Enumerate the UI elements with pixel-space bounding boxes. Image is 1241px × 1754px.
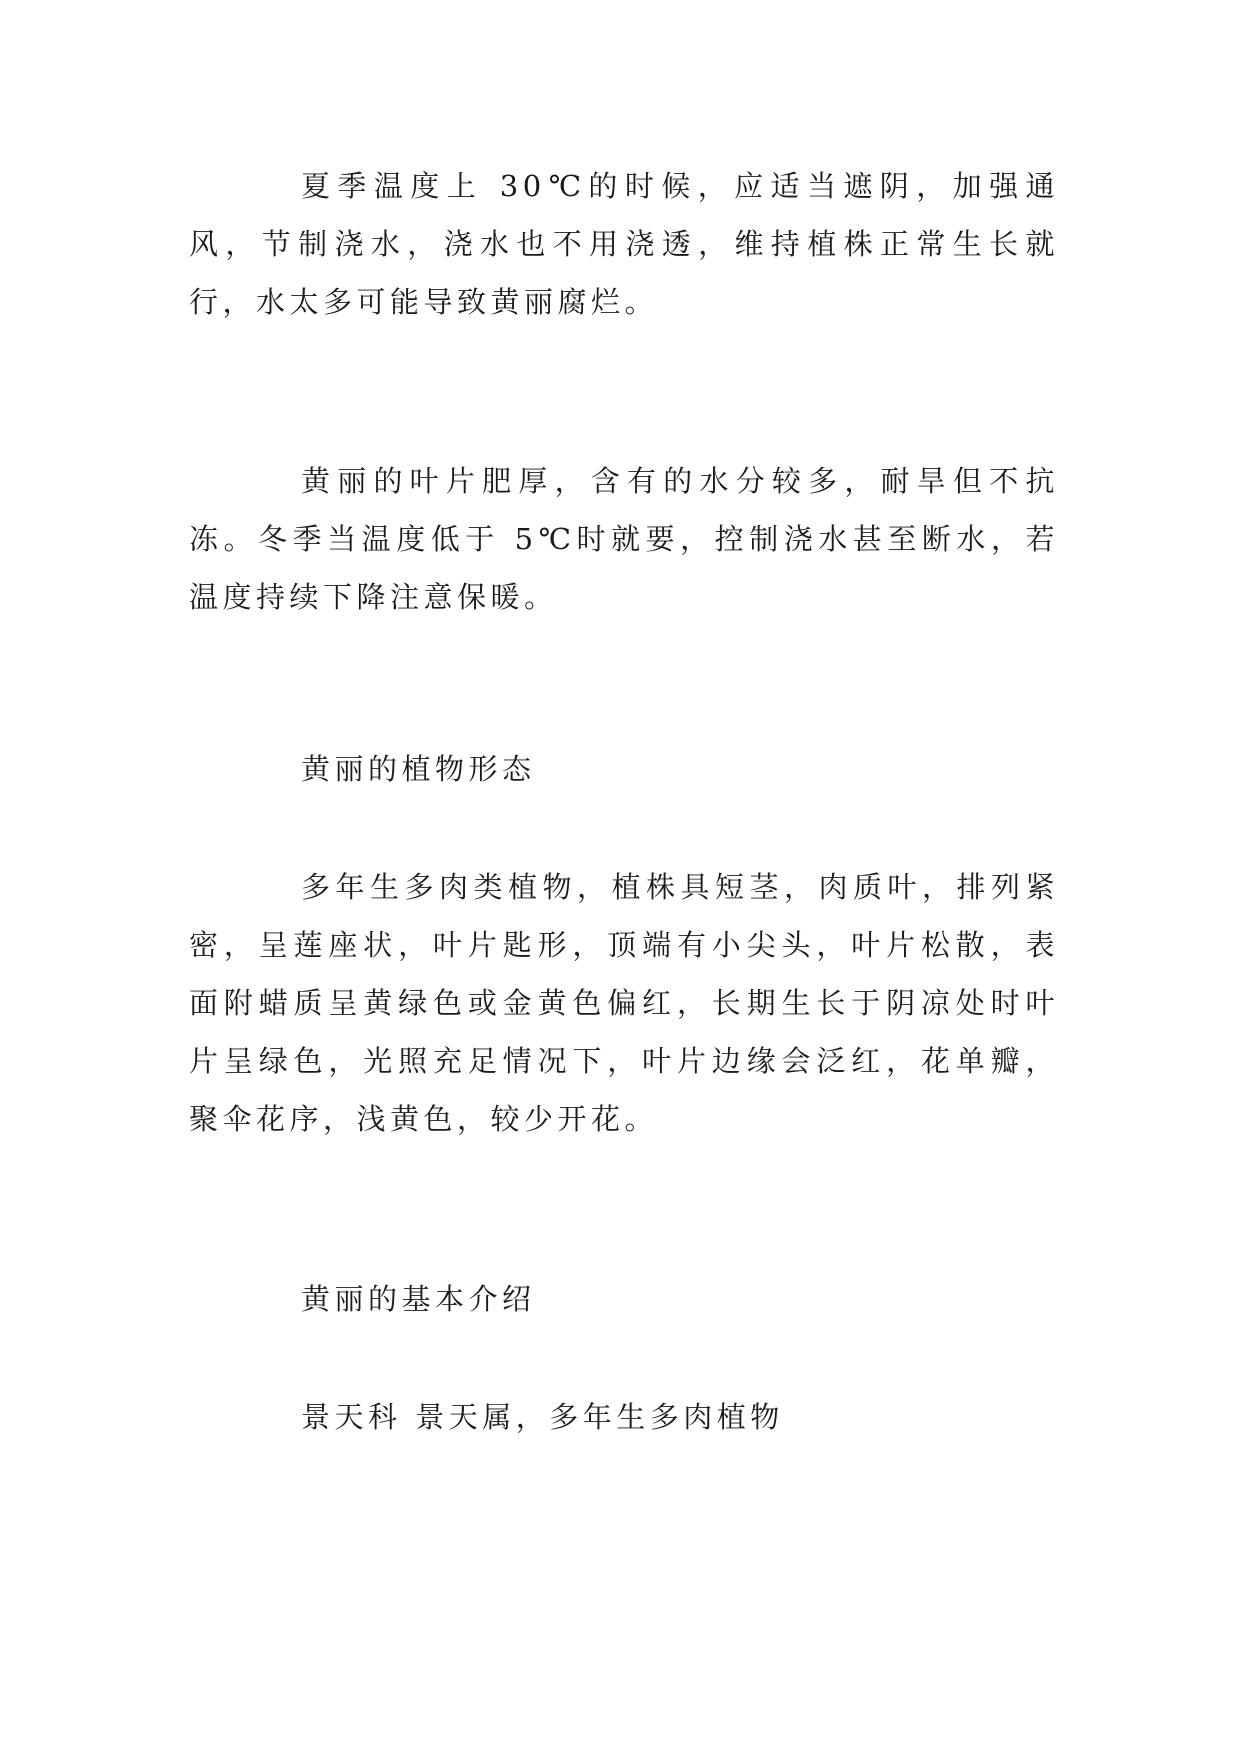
- paragraph-plant-morphology: 多年生多肉类植物，植株具短茎，肉质叶，排列紧密，呈莲座状，叶片匙形，顶端有小尖头，叶片松散，表面附蜡质呈黄绿色或金黄色偏红，长期生长于阴凉处时叶片呈绿色，光照充足情况下，叶片边缘会泛红，花单瓣，聚伞花序，浅黄色，较少开花。: [189, 870, 1059, 1136]
- paragraph-basic-introduction: 景天科 景天属，多年生多肉植物: [301, 1400, 784, 1434]
- heading-plant-morphology: 黄丽的植物形态: [301, 752, 536, 786]
- paragraph-summer-care: 夏季温度上 30℃的时候，应适当遮阴，加强通风，节制浇水，浇水也不用浇透，维持植株正常生长就行，水太多可能导致黄丽腐烂。: [189, 169, 1059, 319]
- paragraph-winter-care: 黄丽的叶片肥厚，含有的水分较多，耐旱但不抗冻。冬季当温度低于 5℃时就要，控制浇水甚至断水，若温度持续下降注意保暖。: [189, 464, 1059, 614]
- heading-basic-introduction: 黄丽的基本介绍: [301, 1282, 536, 1316]
